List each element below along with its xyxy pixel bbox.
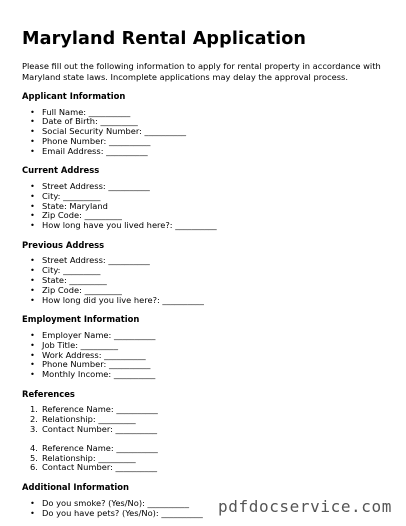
intro-paragraph: Please fill out the following information to apply for rental property in accordance with Maryland state laws. Incomplete applications may delay the approval process. (22, 61, 381, 82)
list-item: • Job Title: _________ (22, 341, 392, 351)
references-group-1 (22, 405, 392, 434)
list-item: • City: _________ (22, 192, 392, 202)
list-item: • How long did you live here?: __________ (22, 296, 392, 306)
list-item: 1. Reference Name: __________ (30, 404, 158, 415)
list-item: • Monthly Income: __________ (22, 370, 392, 380)
section-references (22, 389, 392, 473)
list-item: • Social Security Number: __________ (22, 127, 392, 137)
previous-address-list (22, 256, 392, 305)
list-item: • Full Name: __________ (22, 108, 392, 118)
applicant-list (22, 108, 392, 157)
current-address-list (22, 182, 392, 231)
list-item: 4. Reference Name: __________ (30, 442, 158, 453)
section-employment (22, 314, 392, 379)
section-heading: Additional Information (22, 482, 129, 493)
section-heading: Current Address (22, 165, 100, 176)
list-item: • Phone Number: __________ (22, 137, 392, 147)
list-item: • Phone Number: __________ (22, 360, 392, 370)
list-item: • Email Address: __________ (22, 147, 392, 157)
list-item: • Do you have pets? (Yes/No): __________ (22, 509, 392, 519)
document-page (22, 28, 392, 518)
list-item: • Employer Name: __________ (22, 331, 392, 341)
employment-list (22, 331, 392, 380)
list-item: 6. Contact Number: __________ (30, 462, 158, 473)
watermark-text: pdfdocservice.com (218, 497, 392, 516)
section-heading: Employment Information (22, 314, 140, 325)
list-item: • City: _________ (22, 266, 392, 276)
list-item: 3. Contact Number: __________ (30, 424, 158, 435)
references-group-2 (22, 444, 392, 473)
list-item: • Work Address: __________ (22, 351, 392, 361)
list-item: 5. Relationship: _________ (30, 452, 136, 463)
list-item: • Do you smoke? (Yes/No): __________ (22, 499, 392, 509)
list-item: • Date of Birth: _________ (22, 117, 392, 127)
section-heading: Previous Address (22, 239, 105, 250)
section-previous-address (22, 240, 392, 305)
section-current-address (22, 165, 392, 230)
section-applicant (22, 91, 392, 156)
section-heading: References (22, 388, 75, 399)
list-item: • Street Address: __________ (22, 182, 392, 192)
list-item: • Zip Code: _________ (22, 211, 392, 221)
page-title: Maryland Rental Application (22, 29, 307, 49)
list-item: • State: Maryland (22, 202, 392, 212)
list-item: • Zip Code: _________ (22, 286, 392, 296)
list-item: • Street Address: __________ (22, 256, 392, 266)
list-item: • How long have you lived here?: __________ (22, 221, 392, 231)
list-item: • State: _________ (22, 276, 392, 286)
section-heading: Applicant Information (22, 91, 126, 101)
list-item: 2. Relationship: _________ (30, 414, 136, 425)
